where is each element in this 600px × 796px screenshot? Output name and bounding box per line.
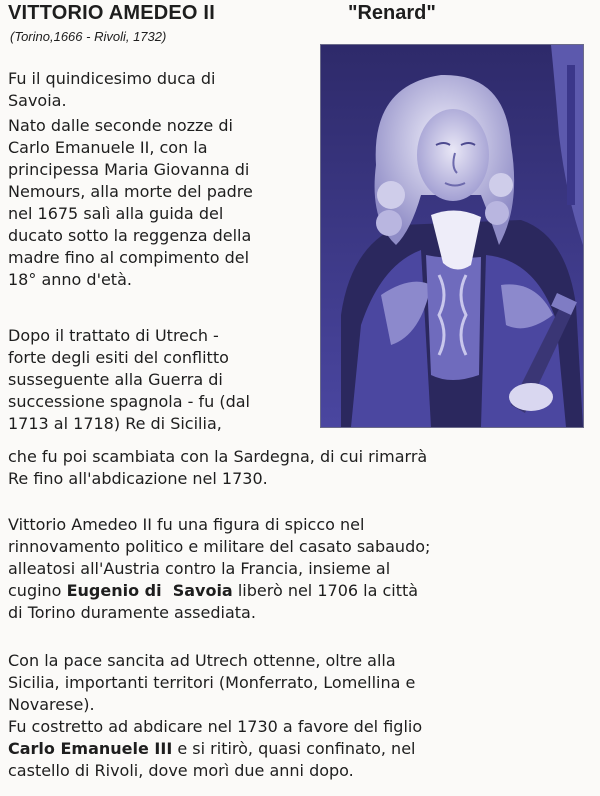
nickname: "Renard" bbox=[348, 2, 436, 24]
portrait-of-vittorio-amedeo-ii-icon bbox=[321, 45, 583, 427]
page-title: VITTORIO AMEDEO II bbox=[8, 2, 215, 24]
paragraph-intro bbox=[8, 68, 308, 112]
paragraph-birth bbox=[8, 115, 308, 291]
text-fragment: liberò nel 1706 la città bbox=[232, 581, 419, 600]
text-line: di Torino duramente assediata. bbox=[8, 603, 256, 622]
birth-death-dates: (Torino,1666 - Rivoli, 1732) bbox=[10, 29, 167, 44]
text-line: forte degli esiti del conflitto bbox=[8, 348, 229, 367]
text-line: Nemours, alla morte del padre bbox=[8, 182, 253, 201]
text-line: Dopo il trattato di Utrech - bbox=[8, 326, 219, 345]
text-line: successione spagnola - fu (dal bbox=[8, 392, 250, 411]
text-line: alleatosi all'Austria contro la Francia, insieme al bbox=[8, 559, 391, 578]
text-line: Novarese). bbox=[8, 695, 95, 714]
text-line bbox=[8, 580, 536, 602]
paragraph-sicily bbox=[8, 325, 308, 435]
text-line: nel 1675 salì alla guida del bbox=[8, 204, 224, 223]
text-fragment: cugino bbox=[8, 581, 67, 600]
text-line: madre fino al compimento del bbox=[8, 248, 250, 267]
text-line: principessa Maria Giovanna di bbox=[8, 160, 250, 179]
text-line: Savoia. bbox=[8, 91, 67, 110]
paragraph-turin bbox=[8, 514, 536, 624]
text-line: Re fino all'abdicazione nel 1730. bbox=[8, 469, 268, 488]
text-line: ducato sotto la reggenza della bbox=[8, 226, 252, 245]
eugenio-di-savoia-name: Eugenio di Savoia bbox=[66, 581, 233, 600]
carlo-emanuele-iii-name: Carlo Emanuele III bbox=[8, 739, 173, 758]
paragraph-peace bbox=[8, 650, 536, 782]
text-line: rinnovamento politico e militare del casato sabaudo; bbox=[8, 537, 431, 556]
portrait-image bbox=[320, 44, 584, 428]
text-line: Carlo Emanuele II, con la bbox=[8, 138, 208, 157]
text-fragment: e si ritirò, quasi confinato, nel bbox=[172, 739, 416, 758]
text-line: Nato dalle seconde nozze di bbox=[8, 116, 233, 135]
text-line: 1713 al 1718) Re di Sicilia, bbox=[8, 414, 222, 433]
text-line: Fu costretto ad abdicare nel 1730 a favore del figlio bbox=[8, 717, 423, 736]
text-line: Fu il quindicesimo duca di bbox=[8, 69, 216, 88]
text-line: castello di Rivoli, dove morì due anni dopo. bbox=[8, 761, 354, 780]
text-line: Vittorio Amedeo II fu una figura di spicco nel bbox=[8, 515, 365, 534]
text-line: che fu poi scambiata con la Sardegna, di cui rimarrà bbox=[8, 447, 428, 466]
paragraph-sicily-continued bbox=[8, 446, 548, 490]
text-line: Con la pace sancita ad Utrech ottenne, oltre alla bbox=[8, 651, 396, 670]
text-line bbox=[8, 738, 536, 760]
text-line: Sicilia, importanti territori (Monferrato, Lomellina e bbox=[8, 673, 416, 692]
text-line: susseguente alla Guerra di bbox=[8, 370, 223, 389]
text-line: 18° anno d'età. bbox=[8, 270, 132, 289]
